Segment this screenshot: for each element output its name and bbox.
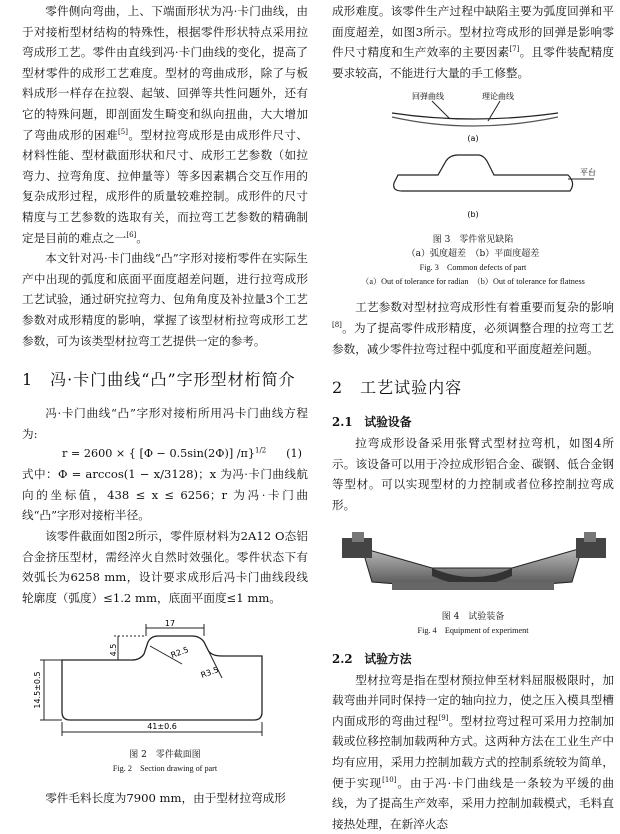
left-paragraph-5: 该零件截面如图2所示，零件原材料为2A12 O态铝合金挤压型材，需经淬火自然时效强化。零件状态下有效弧长为6258 mm，设计要求成形后冯卡门曲线段线轮廓度（弧度）≤1.2 mm，底面平面度≤1 mm。 bbox=[22, 529, 308, 605]
right-paragraph-1 bbox=[332, 1, 614, 83]
figure-4-caption-en: Fig. 4 Equipment of experiment bbox=[417, 625, 529, 635]
spring-curve-label: 回弹曲线 bbox=[412, 92, 444, 102]
section-drawing bbox=[22, 620, 308, 740]
dim-left-label: 14.5±0.5 bbox=[33, 671, 42, 710]
figure-3-caption-en-sub: （a）Out of tolerance for radian （b）Out of tolerance for flatness bbox=[361, 277, 585, 287]
text-run: 。型材拉弯过程可采用力控制加载或位移控制加载两种方式。这两种方法在工业生产中均有应用，采用力控制加载方式的控制系统较为简单，便于实现 bbox=[332, 713, 614, 790]
citation: [5] bbox=[118, 127, 128, 136]
figure-3-caption-cn: 图 3 零件常见缺陷 bbox=[432, 235, 514, 246]
text-run: 成形难度。该零件生产过程中缺陷主要为弧度回弹和平面度超差，如图3所示。型材拉弯成形的回弹是影响零件尺寸精度和生产效率的主要因素 bbox=[332, 4, 614, 60]
text-run: 型材拉弯是指在型材预拉伸至材料屈服极限时，加载弯曲并同时保持一定的轴向拉力，使之压入模具型槽内面成形的弯曲过程 bbox=[332, 672, 614, 728]
dim-top-label: 17 bbox=[164, 620, 176, 629]
figure-3 bbox=[332, 91, 614, 289]
citation: [7] bbox=[509, 45, 520, 54]
equation-exponent: 1/2 bbox=[254, 446, 267, 455]
figure-2 bbox=[22, 620, 308, 776]
left-paragraph-6: 零件毛料长度为7900 mm，由于型材拉弯成形 bbox=[45, 791, 286, 806]
figure-2-caption-en: Fig. 2 Section drawing of part bbox=[112, 764, 218, 774]
subsection-2-1-heading: 2.1 试验设备 bbox=[332, 415, 412, 430]
platform-label: 平台 bbox=[580, 168, 596, 178]
left-paragraph-1 bbox=[22, 1, 308, 248]
text-run: 零件侧向弯曲，上、下端面形状为冯·卡门曲线，由于对接桁型材结构的特殊性，根据零件形状特点采用拉弯成形工艺。零件由直线到冯·卡门曲线的变化，提高了型材零件的成形工艺难度。型材的弯曲成形，除了与板料成形一样存在拉裂、起皱、回弹等共性问题外，还有它的特殊问题，即剖面发生畸变和纵向扭曲，大大增加了弯曲成形的困难 bbox=[22, 4, 308, 142]
figure-4-caption-cn: 图 4 试验装备 bbox=[441, 611, 505, 622]
right-paragraph-4 bbox=[332, 670, 614, 834]
text-run: 。由于冯·卡门曲线是一条较为平缓的曲线，为了提高生产效率，采用力控制加载模式，毛料直接热处理，在新淬火态 bbox=[332, 775, 614, 831]
equipment-photo bbox=[332, 524, 614, 602]
defects-drawing bbox=[332, 91, 614, 229]
text-run: 。型材拉弯成形是由成形件尺寸、材料性能、型材截面形状和尺寸、成形工艺参数（如拉弯力、拉弯角度、拉伸量等）等多因素耦合交互作用的复杂成形过程，成形件的质量较难控制。成形件的尺寸精度与工艺参数的选取有关，而拉弯工艺参数的精确制定是目前的难点之一 bbox=[22, 127, 308, 245]
figure-3-caption-en: Fig. 3 Common defects of part bbox=[419, 263, 527, 273]
citation: [9] bbox=[438, 713, 449, 722]
subfig-a-label: (a) bbox=[467, 134, 479, 144]
section-2-heading: 2 工艺试验内容 bbox=[332, 378, 463, 398]
figure-2-caption-cn: 图 2 零件截面图 bbox=[129, 750, 201, 761]
right-paragraph-3: 拉弯成形设备采用张臂式型材拉弯机，如图4所示。该设备可以用于冷拉成形铝合金、碳钢、低合金钢等型材。可以实现型材的力控制或者位移控制拉弯成形。 bbox=[332, 436, 614, 512]
text-run: 。 bbox=[136, 230, 148, 245]
figure-4 bbox=[332, 524, 614, 638]
right-paragraph-2 bbox=[332, 297, 614, 359]
left-paragraph-4: 式中：Φ = arccos(1 − x/3128)；x 为冯·卡门曲线航向的坐标值，438 ≤ x ≤ 6256；r 为冯·卡门曲线“凸”字形对接桁半径。 bbox=[22, 467, 308, 523]
radius-1-label: R2.5 bbox=[169, 645, 190, 661]
radius-2-label: R3.5 bbox=[199, 665, 220, 681]
equation-number: (1) bbox=[286, 447, 302, 461]
left-paragraph-2: 本文针对冯·卡门曲线“凸”字形对接桁零件在实际生产中出现的弧度和底面平面度超差问题，进行拉弯成形工艺试验，通过研究拉弯力、包角角度及补拉量3个工艺参数对成形精度的影响，掌握了该型材桁拉弯成形工艺参数，可为该类型材拉弯工艺提供一定的参考。 bbox=[22, 251, 308, 348]
dim-height-label: 4.5 bbox=[109, 644, 118, 657]
text-run: 。为了提高零件成形精度，必须调整合理的拉弯工艺参数，减少零件拉弯过程中弧度和平面度超差问题。 bbox=[332, 320, 614, 356]
figure-3-caption-cn-sub: （a）弧度超差 （b）平面度超差 bbox=[406, 249, 540, 260]
subsection-2-2-heading: 2.2 试验方法 bbox=[332, 651, 412, 666]
text-run: 。且零件装配精度要求较高，不能进行大量的手工修整。 bbox=[332, 45, 614, 80]
left-column bbox=[22, 0, 308, 809]
text-run: 工艺参数对型材拉弯成形性有着重要而复杂的影响 bbox=[355, 300, 614, 315]
equation-1 bbox=[22, 444, 308, 464]
dim-bottom-label: 41±0.6 bbox=[147, 722, 177, 732]
citation: [8] bbox=[332, 321, 342, 330]
citation: [6] bbox=[126, 230, 137, 239]
left-paragraph-3: 冯·卡门曲线“凸”字形对接桁所用冯卡门曲线方程为: bbox=[22, 406, 308, 441]
equation-body: r = 2600 × { [Φ − 0.5sin(2Φ)] /π} bbox=[62, 447, 255, 461]
theory-curve-label: 理论曲线 bbox=[482, 92, 514, 102]
section-1-heading: 1 冯·卡门曲线“凸”字形型材桁简介 bbox=[22, 370, 296, 390]
subfig-b-label: (b) bbox=[467, 210, 479, 220]
citation: [10] bbox=[382, 775, 397, 784]
right-column bbox=[332, 0, 614, 834]
